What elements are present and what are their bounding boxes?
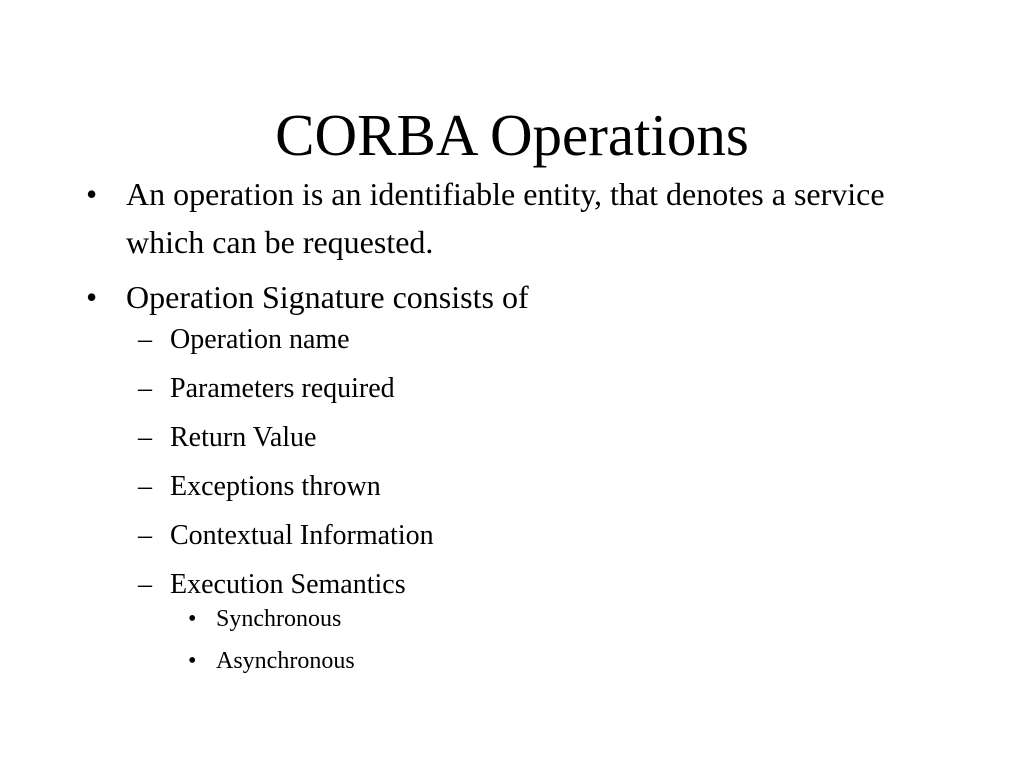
sub-bullet-text: Execution Semantics bbox=[170, 569, 406, 600]
sub-bullet-item bbox=[84, 566, 944, 678]
sub-sub-bullet-text: Synchronous bbox=[216, 606, 342, 632]
bullet-item bbox=[84, 273, 944, 678]
sub-bullet-item bbox=[84, 370, 944, 407]
sub-sub-bullet-text: Asynchronous bbox=[216, 648, 355, 674]
sub-bullet-text: Contextual Information bbox=[170, 520, 434, 551]
slide-title: CORBA Operations bbox=[275, 102, 749, 168]
dash-marker: – bbox=[138, 520, 152, 551]
bullet-item bbox=[84, 170, 944, 266]
bullet-list bbox=[84, 170, 944, 687]
dash-marker: – bbox=[138, 422, 152, 453]
bullet-marker: • bbox=[86, 279, 98, 315]
sub-bullet-item bbox=[84, 468, 944, 505]
sub-sub-bullet-item bbox=[84, 645, 944, 678]
dash-marker: – bbox=[138, 569, 152, 600]
sub-bullet-item bbox=[84, 517, 944, 554]
sub-bullet-text: Return Value bbox=[170, 422, 317, 453]
sub-bullet-list bbox=[126, 321, 944, 678]
sub-sub-bullet-list bbox=[170, 603, 944, 678]
dash-marker: – bbox=[138, 471, 152, 502]
dash-marker: – bbox=[138, 324, 152, 355]
sub-bullet-item bbox=[84, 419, 944, 456]
sub-bullet-text: Parameters required bbox=[170, 373, 395, 404]
dash-marker: – bbox=[138, 373, 152, 404]
sub-bullet-text: Exceptions thrown bbox=[170, 471, 381, 502]
bullet-text: Operation Signature consists of bbox=[126, 279, 529, 315]
sub-bullet-item bbox=[84, 321, 944, 358]
bullet-marker: • bbox=[86, 176, 98, 212]
sub-sub-bullet-item bbox=[84, 603, 944, 636]
bullet-text: An operation is an identifiable entity, that denotes a service which can be requested. bbox=[126, 176, 885, 260]
sub-bullet-text: Operation name bbox=[170, 324, 350, 355]
bullet-marker: • bbox=[188, 648, 197, 674]
bullet-marker: • bbox=[188, 606, 197, 632]
